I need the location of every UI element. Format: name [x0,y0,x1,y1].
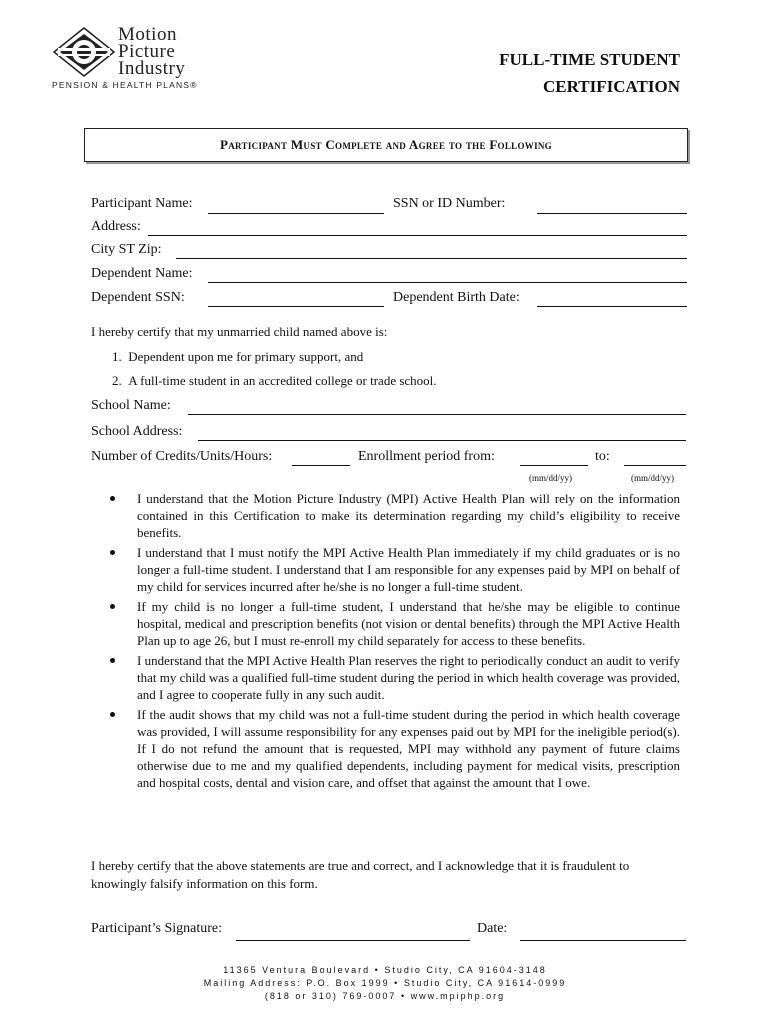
bullet-icon [110,658,115,663]
school-name-label: School Name: [91,398,171,413]
film-reel-icon [52,26,116,78]
statement-item [110,544,680,595]
school-address-field[interactable] [198,440,686,441]
enroll-to-label: to: [595,449,610,464]
statement-list [110,490,680,794]
credits-field[interactable] [292,465,350,466]
statement-item [110,490,680,541]
credits-label: Number of Credits/Units/Hours: [91,449,273,464]
date-label: Date: [477,921,508,936]
dependent-name-label: Dependent Name: [91,266,193,281]
dependent-dob-label: Dependent Birth Date: [393,290,520,305]
statement-text: I understand that the MPI Active Health Plan reserves the right to periodically conduct an audit to verify that my child was a qualified full-time student during the period in which health coverage was provided, and I agree to cooperate fully in any such audit. [137,653,680,702]
dependent-ssn-field[interactable] [208,306,384,307]
statement-item [110,706,680,791]
instruction-banner [84,128,688,162]
logo-subtitle: PENSION & HEALTH PLANS® [52,80,198,90]
bullet-icon [110,496,115,501]
statement-text: If the audit shows that my child was not a full-time student during the period in which health coverage was provided, I will assume responsibility for any expenses paid out by MPI for the ineligible period(s). If I do not refund the amount that is requested, MPI may withhold any payment of future claims otherwise due to me and my qualified dependents, including payment for medical visits, prescription and hospital costs, dental and vision care, and offset that against the amount that I owe. [137,707,680,790]
ssn-field[interactable] [537,213,687,214]
school-name-field[interactable] [188,414,686,415]
statement-text: I understand that I must notify the MPI Active Health Plan immediately if my child graduates or is no longer a full-time student. I understand that I am responsible for any expenses paid by MPI on behalf of my child for services incurred after he/she is no longer a full-time student. [137,545,680,594]
participant-name-field[interactable] [208,213,384,214]
date-format-hint-from: (mm/dd/yy) [529,473,572,483]
bullet-icon [110,604,115,609]
form-title [499,46,680,100]
certify-intro: I hereby certify that my unmarried child named above is: [91,324,388,339]
statement-item [110,598,680,649]
school-address-label: School Address: [91,424,183,439]
bullet-icon [110,712,115,717]
banner-text: Participant Must Complete and Agree to the Following [220,137,552,152]
dependent-ssn-label: Dependent SSN: [91,290,185,305]
city-field[interactable] [176,258,687,259]
statement-text: I understand that the Motion Picture Industry (MPI) Active Health Plan will rely on the information contained in this Certification to make its determination regarding my child’s eligibility to receive benefits. [137,491,680,540]
address-label: Address: [91,219,141,234]
condition-number: 1. [112,349,122,364]
date-field[interactable] [520,940,686,941]
bullet-icon [110,550,115,555]
statement-item [110,652,680,703]
final-certification: I hereby certify that the above statements are true and correct, and I acknowledge that it is fraudulent to knowingly falsify information on this form. [91,858,630,891]
condition-text: Dependent upon me for primary support, and [128,349,364,364]
footer-address: 11365 Ventura Boulevard • Studio City, CA 91604-3148 [223,965,547,975]
date-format-hint-to: (mm/dd/yy) [631,473,674,483]
signature-field[interactable] [236,940,470,941]
logo-word-motion: Motion [118,24,177,45]
dependent-name-field[interactable] [208,282,687,283]
mpi-logo [52,24,252,96]
footer-contact: (818 or 310) 769-0007 • www.mpiphp.org [264,991,506,1001]
participant-name-label: Participant Name: [91,196,193,211]
footer-mailing: Mailing Address: P.O. Box 1999 • Studio City, CA 91614-0999 [203,978,567,988]
ssn-label: SSN or ID Number: [393,196,506,211]
logo-word-picture: Picture [118,41,176,62]
enroll-from-label: Enrollment period from: [358,449,495,464]
dependent-dob-field[interactable] [537,306,687,307]
title-line-1: FULL-TIME STUDENT [499,50,680,69]
condition-1 [112,349,363,365]
statement-text: If my child is no longer a full-time student, I understand that he/she may be eligible to continue hospital, medical and prescription benefits (not vision or dental benefits) through the MPI Active Health Plan up to age 26, but I must re-enroll my child separately for access to these benefits. [137,599,680,648]
logo-word-industry: Industry [118,58,186,79]
signature-label: Participant’s Signature: [91,921,223,936]
condition-text: A full-time student in an accredited college or trade school. [128,373,437,388]
city-label: City ST Zip: [91,242,162,257]
condition-number: 2. [112,373,122,388]
condition-2 [112,373,437,389]
title-line-2: CERTIFICATION [543,77,680,96]
address-field[interactable] [148,235,687,236]
enroll-to-field[interactable] [624,465,686,466]
enroll-from-field[interactable] [520,465,588,466]
